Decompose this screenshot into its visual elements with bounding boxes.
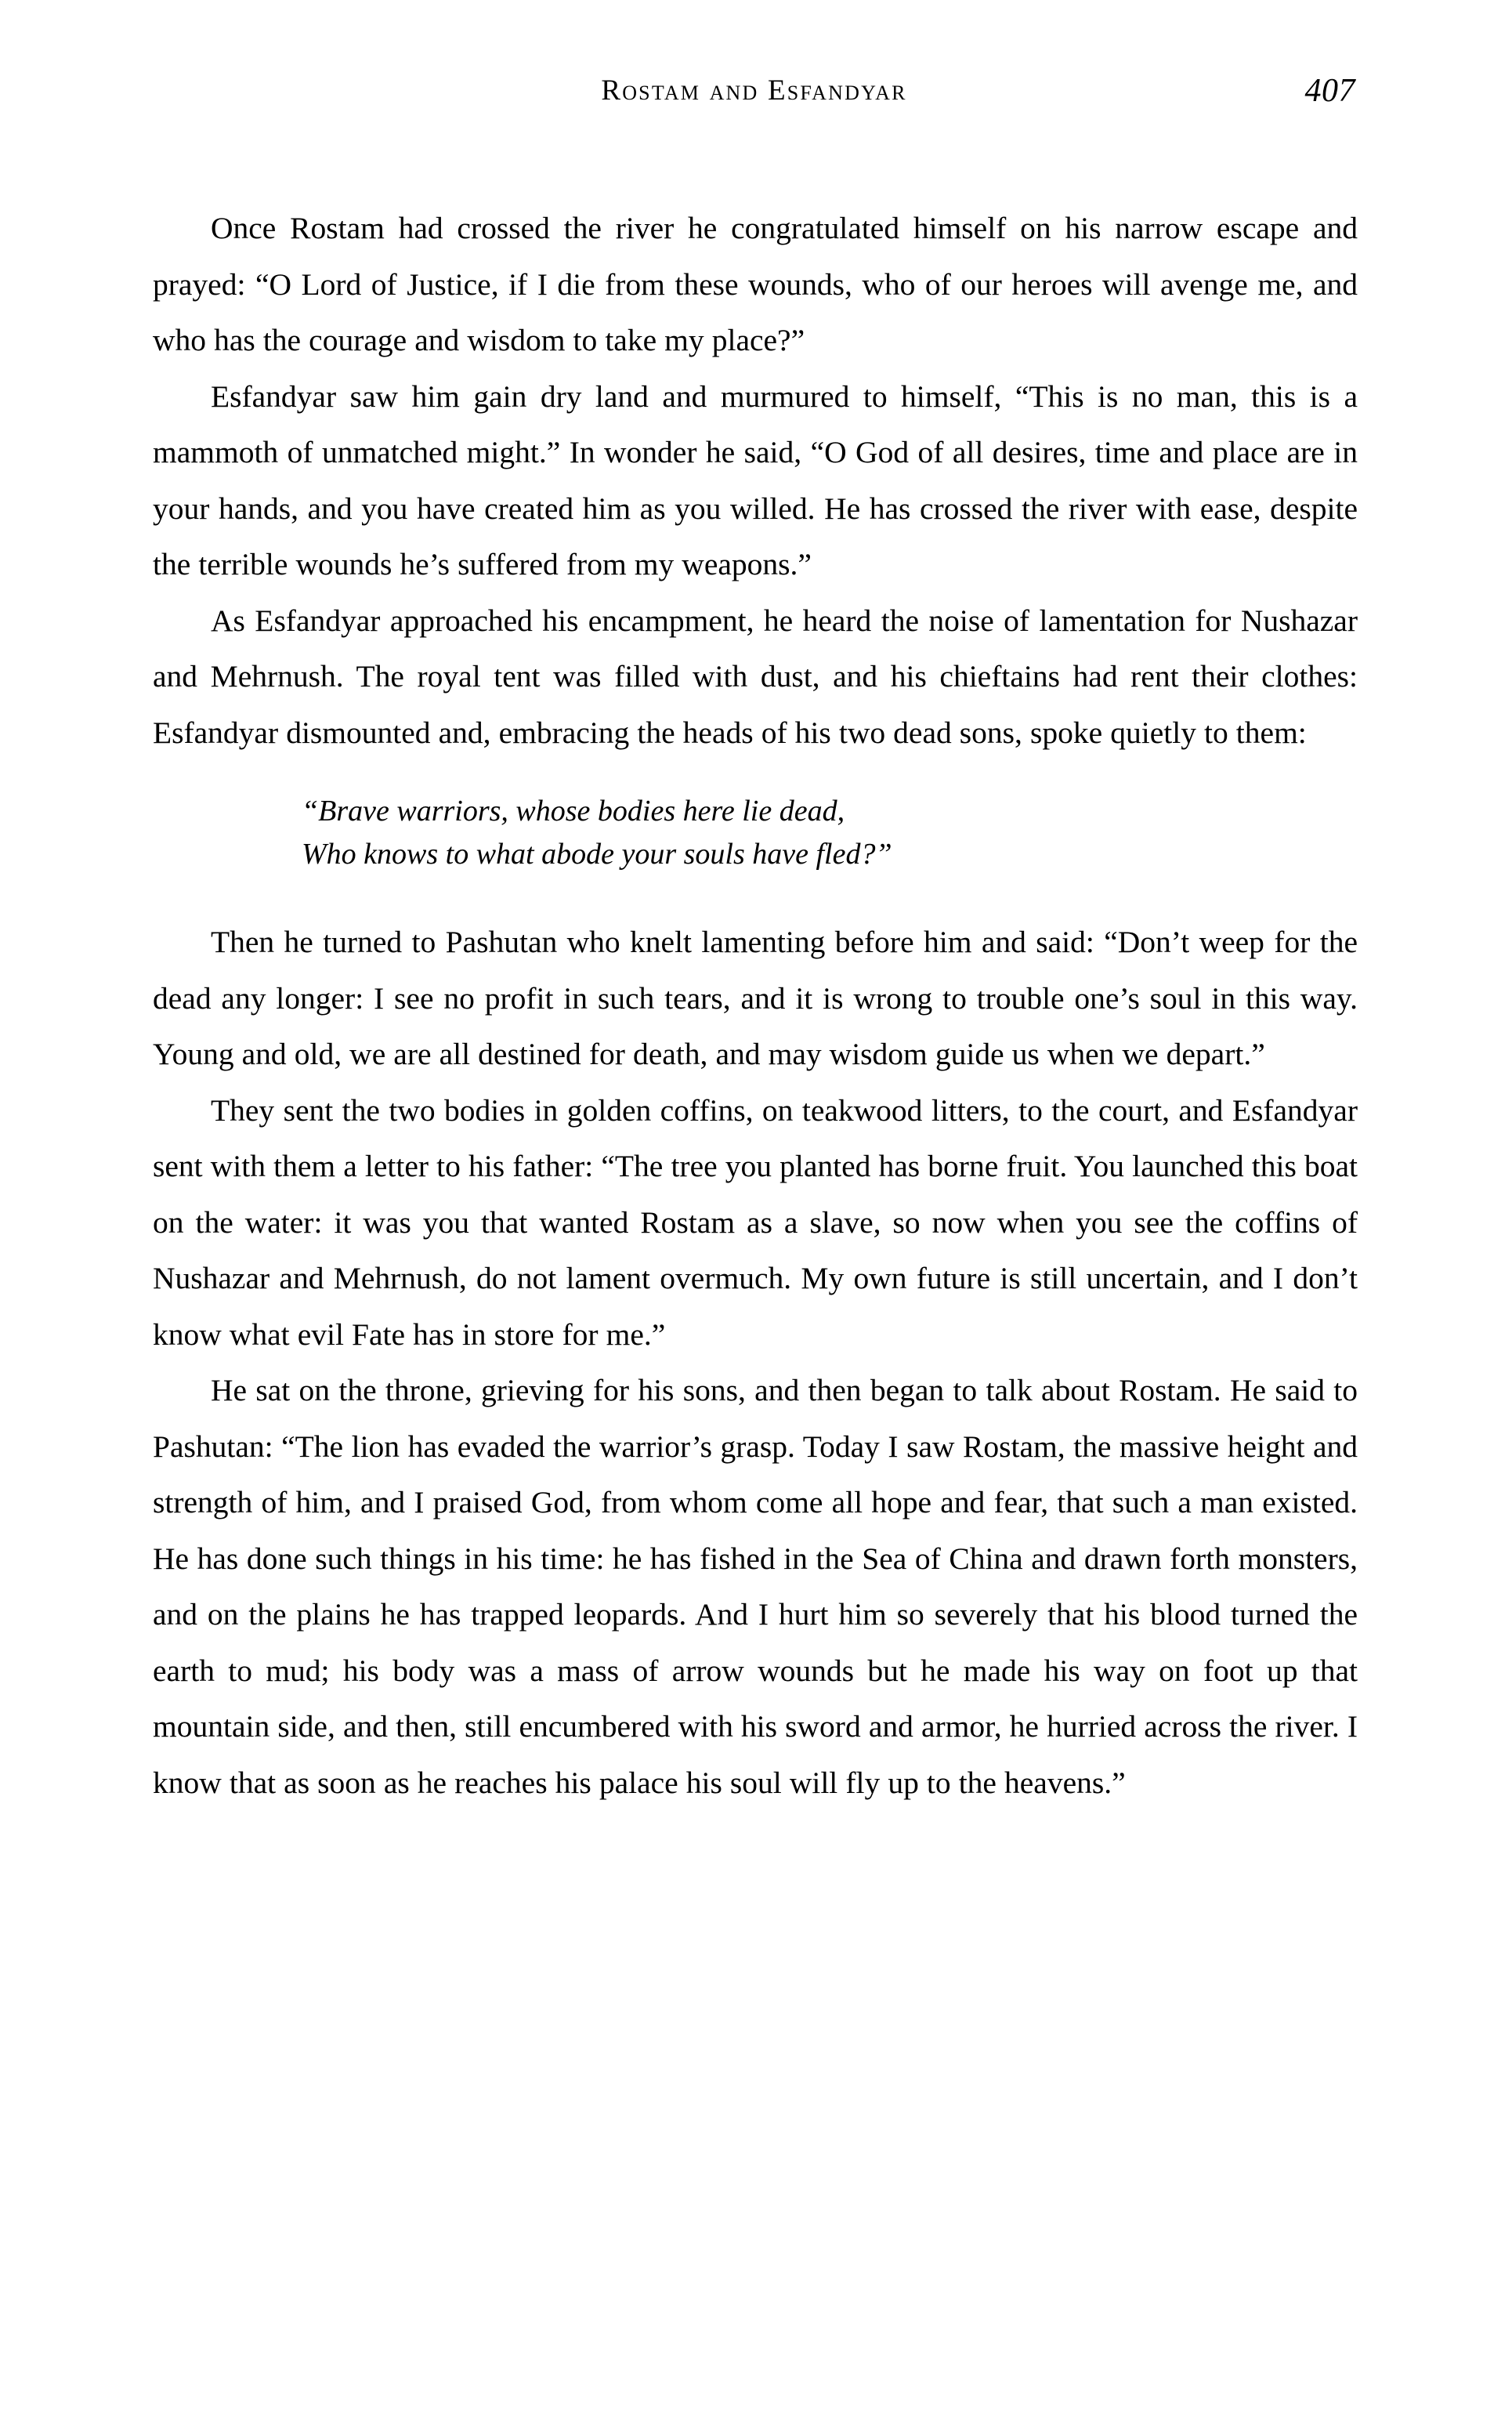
running-head [153, 67, 1355, 114]
page-number: 407 [1304, 73, 1355, 109]
body-paragraph: As Esfandyar approached his encampment, he heard the noise of lamentation for Nushazar and Mehrnush. The royal tent was filled with dust, and his chieftains had rent their clothes: Esfandyar dismounted and, embracing the heads of his two dead sons, spoke quietly to them: [153, 603, 1358, 750]
body-paragraph: Esfandyar saw him gain dry land and murmured to himself, “This is no man, this is a mammoth of unmatched might.” In wonder he said, “O God of all desires, time and place are in your hands, and you have created him as you willed. He has crossed the river with ease, despite the terrible wounds he’s suffered from my weapons.” [153, 378, 1358, 581]
body-paragraph: They sent the two bodies in golden coffins, on teakwood litters, to the court, and Esfandyar sent with them a letter to his father: “The tree you planted has borne fruit. You launched this boat on the water: it was you that wanted Rostam as a slave, so now when you see the coffins of Nushazar and Mehrnush, do not lament overmuch. My own future is still uncertain, and I don’t know what evil Fate has in store for me.” [153, 1092, 1358, 1352]
text-column [153, 201, 1358, 1811]
verse-line: Who knows to what abode your souls have fled?” [302, 838, 892, 871]
verse-block [153, 761, 1358, 915]
body-paragraph: Then he turned to Pashutan who knelt lamenting before him and said: “Don’t weep for the dead any longer: I see no profit in such tears, and it is wrong to trouble one’s soul in this way. Young and old, we are all destined for death, and may wisdom guide us when we depart.” [153, 925, 1358, 1071]
body-paragraph: He sat on the throne, grieving for his sons, and then began to talk about Rostam. He said to Pashutan: “The lion has evaded the warrior’s grasp. Today I saw Rostam, the massive height and strength of him, and I praised God, from whom come all hope and fear, that such a man existed. He has done such things in his time: he has fished in the Sea of China and drawn forth monsters, and on the plains he has trapped leopards. And I hurt him so severely that his blood turned the earth to mud; his body was a mass of arrow wounds but he made his way on foot up that mountain side, and then, still encumbered with his sword and armor, he hurried across the river. I know that as soon as he reaches his palace his soul will fly up to the heavens.” [153, 1373, 1358, 1800]
running-head-title: Rostam and Esfandyar [601, 74, 907, 107]
verse-line: “Brave warriors, whose bodies here lie dead, [302, 795, 845, 828]
body-paragraph: Once Rostam had crossed the river he congratulated himself on his narrow escape and prayed: “O Lord of Justice, if I die from these wounds, who of our heroes will avenge me, and who has the courage and wisdom to take my place?” [153, 211, 1358, 357]
